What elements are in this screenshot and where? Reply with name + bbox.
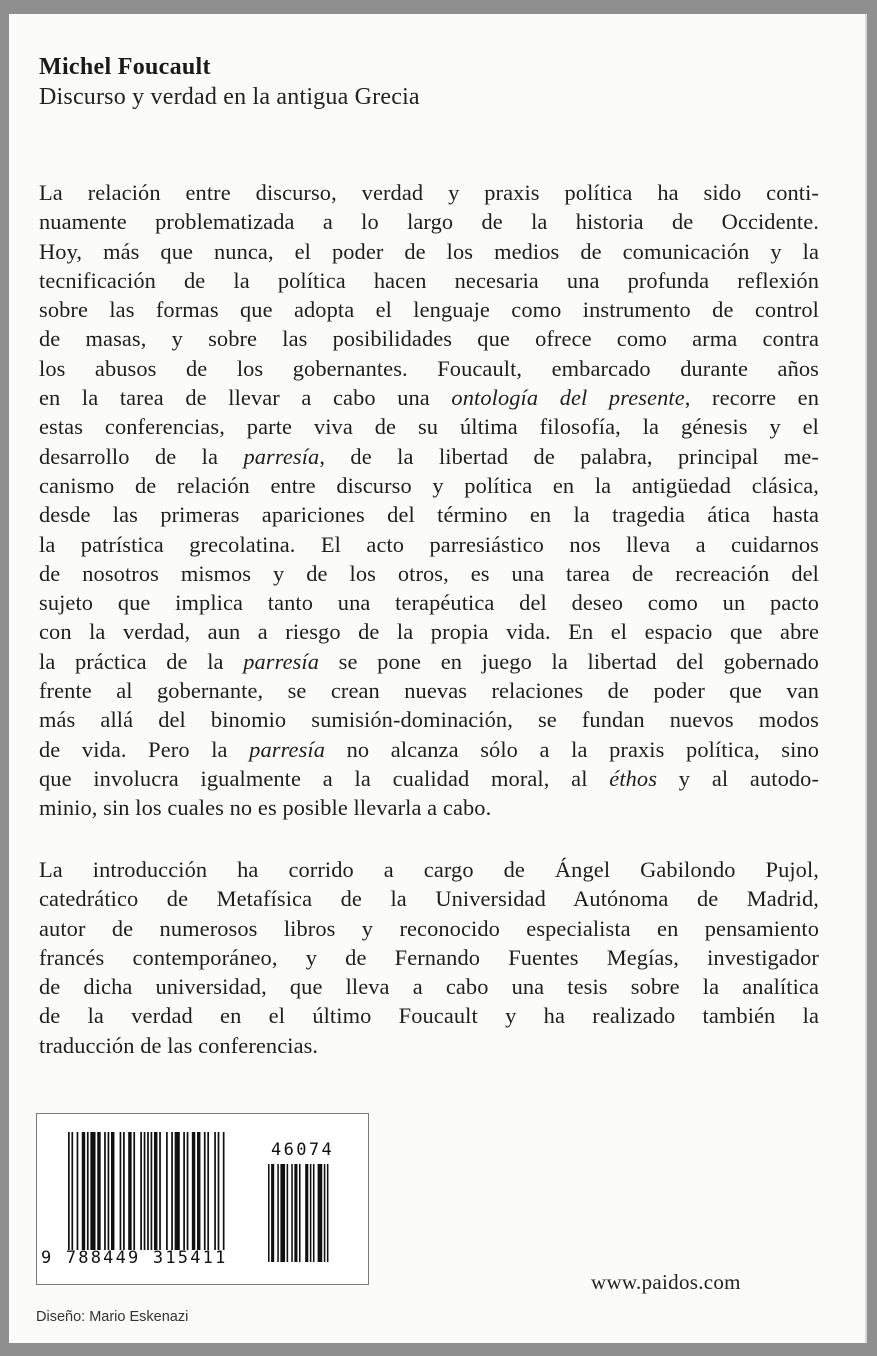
barcode-bar <box>294 1164 297 1262</box>
barcode-bar <box>159 1132 161 1250</box>
barcode-bar <box>147 1132 149 1250</box>
text-line: que involucra igualmente a la cualidad moral, al éthos y al autodo- <box>39 765 820 791</box>
barcode-bar <box>318 1164 323 1262</box>
text-line: canismo de relación entre discurso y política en la antigüedad clásica, <box>39 472 819 498</box>
text-line: frente al gobernante, se crean nuevas relaciones de poder que van <box>39 678 819 704</box>
text-line: La relación entre discurso, verdad y praxis política ha sido conti- <box>39 180 819 205</box>
text-line: La introducción ha corrido a cargo de Ángel Gabilondo Pujol, <box>39 857 819 882</box>
author-name: Michel Foucault <box>39 54 211 80</box>
barcode-bar <box>271 1164 274 1262</box>
barcode-bar <box>82 1132 85 1250</box>
barcode-bar <box>324 1164 326 1262</box>
barcode-bar <box>214 1132 216 1250</box>
barcode-bar <box>175 1132 180 1250</box>
text-line: minio, sin los cuales no es posible llevarla a cabo. <box>39 795 492 821</box>
text-line: de masas, y sobre las posibilidades que ofrece como arma contra <box>39 326 819 352</box>
text-line: de dicha universidad, que lleva a cabo una tesis sobre la analítica <box>39 974 819 1000</box>
barcode-bar <box>166 1132 168 1250</box>
barcode-bar <box>77 1132 79 1250</box>
publisher-website[interactable]: www.paidos.com <box>591 1270 741 1294</box>
barcode-addon-number: 46074 <box>271 1140 335 1160</box>
isbn-barcode <box>36 1113 369 1285</box>
back-cover <box>9 14 867 1343</box>
credits-paragraph <box>39 855 819 1060</box>
text-line: los abusos de los gobernantes. Foucault, embarcado durante años <box>39 355 819 381</box>
barcode-bar <box>111 1132 114 1250</box>
barcode-bar <box>97 1132 100 1250</box>
barcode-bar <box>287 1164 289 1262</box>
barcode-bar <box>197 1132 200 1250</box>
barcode-bar <box>108 1132 110 1250</box>
barcode-bar <box>68 1132 70 1250</box>
barcode-bar <box>87 1132 89 1250</box>
text-line: nuamente problematizada a lo largo de la historia de Occidente. <box>39 209 819 235</box>
barcode-bar <box>140 1132 142 1250</box>
barcode-bar <box>299 1164 301 1262</box>
text-line: más allá del binomio sumisión-dominación, se fundan nuevos modos <box>39 707 819 733</box>
barcode-bar <box>277 1164 279 1262</box>
text-line: desde las primeras apariciones del término en la tragedia ática hasta <box>39 502 819 528</box>
barcode-bar <box>171 1132 173 1250</box>
barcode-bar <box>133 1132 135 1250</box>
text-line: de la verdad en el último Foucault y ha realizado también la <box>39 1003 819 1029</box>
barcode-bar <box>327 1164 329 1262</box>
barcode-bar <box>151 1132 153 1250</box>
text-line: sujeto que implica tanto una terapéutica del deseo como un pacto <box>39 590 819 616</box>
text-line: la patrística grecolatina. El acto parresiástico nos lleva a cuidarnos <box>39 531 819 557</box>
barcode-bar <box>204 1132 206 1250</box>
barcode-bar <box>123 1132 125 1250</box>
barcode-bar <box>154 1132 157 1250</box>
text-line: desarrollo de la parresía, de la libertad de palabra, principal me- <box>39 443 819 469</box>
barcode-bar <box>218 1132 220 1250</box>
barcode-bar <box>90 1132 95 1250</box>
isbn-number: 9 788449 315411 <box>41 1248 228 1268</box>
barcode-bar <box>223 1132 225 1250</box>
text-line: autor de numerosos libros y reconocido especialista en pensamiento <box>39 915 819 941</box>
barcode-bar <box>192 1132 195 1250</box>
barcode-bar <box>187 1132 189 1250</box>
text-line: Hoy, más que nunca, el poder de los medios de comunicación y la <box>39 238 819 264</box>
barcode-bar <box>144 1132 146 1250</box>
text-line: en la tarea de llevar a cabo una ontología del presente, recorre en <box>39 385 819 411</box>
text-line: catedrático de Metafísica de la Universidad Autónoma de Madrid, <box>39 886 819 912</box>
barcode-bar <box>280 1164 285 1262</box>
barcode-bar <box>128 1132 131 1250</box>
text-line: sobre las formas que adopta el lenguaje como instrumento de control <box>39 297 819 323</box>
barcode-bar <box>71 1132 73 1250</box>
barcode-bar <box>120 1132 122 1250</box>
barcode-bar <box>183 1132 185 1250</box>
barcode-bar <box>207 1132 209 1250</box>
text-line: tecnificación de la política hacen necesaria una profunda reflexión <box>39 267 819 293</box>
text-line: de nosotros mismos y de los otros, es una tarea de recreación del <box>39 560 819 586</box>
text-line: traducción de las conferencias. <box>39 1032 319 1058</box>
barcode-bar <box>104 1132 106 1250</box>
text-line: de vida. Pero la parresía no alcanza sólo a la praxis política, sino <box>39 736 820 762</box>
description-paragraph <box>39 178 819 823</box>
barcode-bar <box>305 1164 308 1262</box>
text-line: la práctica de la parresía se pone en juego la libertad del gobernado <box>39 648 819 674</box>
text-line: estas conferencias, parte viva de su última filosofía, la génesis y el <box>39 414 819 440</box>
barcode-bar <box>291 1164 293 1262</box>
barcode-bar <box>313 1164 315 1262</box>
barcode-bar <box>310 1164 312 1262</box>
designer-credit: Diseño: Mario Eskenazi <box>36 1309 189 1325</box>
text-line: francés contemporáneo, y de Fernando Fuentes Megías, investigador <box>39 944 819 970</box>
text-line: con la verdad, aun a riesgo de la propia vida. En el espacio que abre <box>39 619 819 645</box>
barcode-bar <box>268 1164 270 1262</box>
book-title: Discurso y verdad en la antigua Grecia <box>39 84 420 110</box>
